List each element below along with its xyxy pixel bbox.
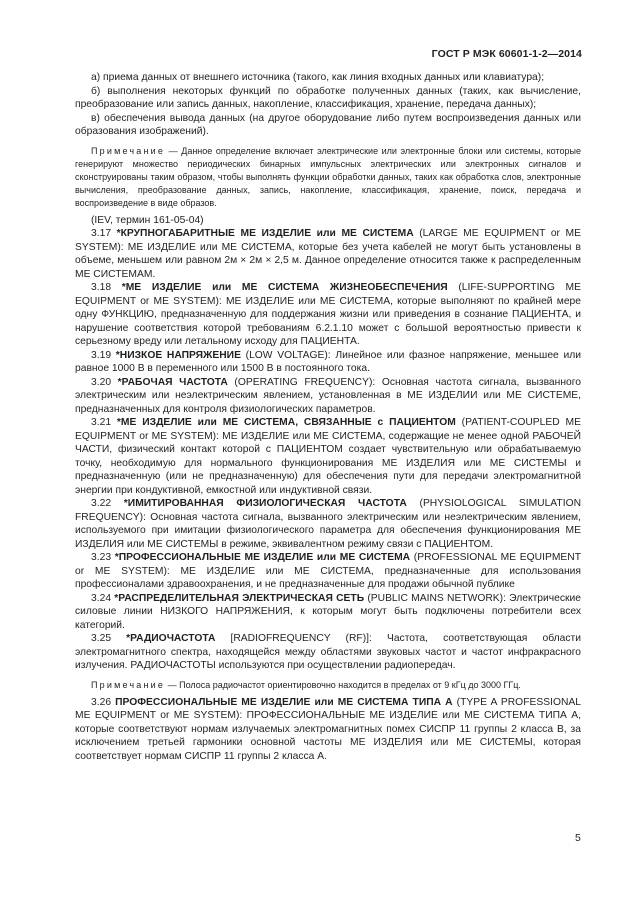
note-label: Примечание [91, 145, 166, 156]
term-3-23 [75, 551, 581, 592]
term-title: ПРОФЕССИОНАЛЬНЫЕ МЕ ИЗДЕЛИЕ или МЕ СИСТЕМА ТИПА А [115, 696, 453, 708]
term-definition: (LARGE ME EQUIPMENT or ME SYSTEM): МЕ ИЗДЕЛИЕ или МЕ СИСТЕМА, которые без учета кабелей не могут быть установлены в объеме, меньшем или равном 2м × 2м × 2,5 м. Данное определение относится также к распределенным МЕ СИСТЕМАМ. [75, 228, 582, 280]
note-text: — Данное определение включает электрические или электронные блоки или системы, которые генерируют множество периодических бинарных импульсных электрических или электронных сигналов и сконструированы таким образом, чтобы выполнять функции обработки данных, таких как обработка слов, электронные вычисления, преобразование данных, запись, накопление, классификация, хранение, поиск, передача и воспроизведение в виде образов. [75, 145, 581, 208]
standard-designation: ГОСТ Р МЭК 60601-1-2—2014 [431, 48, 582, 60]
term-number: 3.19 [91, 349, 116, 361]
list-item-a: а) приема данных от внешнего источника (такого, как линия входных данных или клавиатура); [91, 72, 545, 83]
term-3-19 [75, 349, 581, 376]
term-3-17 [75, 227, 581, 281]
term-3-26 [75, 696, 581, 764]
term-definition: (OPERATING FREQUENCY): Основная частота сигнала, вызванного электрическим или неэлектрическим явлением, установленная в МЕ ИЗДЕЛИИ или МЕ СИСТЕМЕ, предназначенных для контроля физиологических параметров. [75, 376, 582, 415]
term-title: *КРУПНОГАБАРИТНЫЕ МЕ ИЗДЕЛИЕ или МЕ СИСТЕМА [116, 228, 414, 239]
term-3-25 [75, 632, 581, 673]
term-title: *РАДИОЧАСТОТА [126, 633, 216, 644]
term-definition: (PROFESSIONAL ME EQUIPMENT or ME SYSTEM): МЕ ИЗДЕЛИЕ или МЕ СИСТЕМА, предназначенные для использования профессионалами здравоохранения, и не предназначенные для продажи обычной публике [75, 552, 581, 590]
term-title: *ПРОФЕССИОНАЛЬНЫЕ МЕ ИЗДЕЛИЕ или МЕ СИСТЕМА [114, 552, 411, 563]
term-number: 3.23 [91, 552, 115, 563]
list-item-b: б) выполнения некоторых функций по обработке полученных данных (таких, как вычисление, преобразование или запись данных, накопление, классификация, хранение, передача данных); [75, 85, 581, 110]
iev-reference: (IEV, термин 161-05-04) [91, 214, 204, 226]
term-number: 3.22 [91, 498, 124, 509]
note-definition [75, 145, 581, 210]
term-3-22 [75, 497, 581, 551]
document-body [75, 71, 581, 763]
list-item-c: в) обеспечения вывода данных (на другое оборудование либо путем воспроизведения данных или образования изображений). [75, 112, 581, 137]
term-definition: (TYPE A PROFESSIONAL ME EQUIPMENT or ME SYSTEM): ПРОФЕССИОНАЛЬНЫЕ МЕ ИЗДЕЛИЕ или МЕ СИСТЕМА ТИПА А, которые соответствуют нормам излучаемых электромагнитных помех СИСПР 11 группы 2 класса В, за исключением третьей гармоники основной частоты МЕ ИЗДЕЛИЯ или МЕ СИСТЕМЫ, которая соответствует нормам СИСПР 11 группы 2 класса А. [75, 696, 581, 762]
term-definition: (PATIENT-COUPLED ME EQUIPMENT or ME SYSTEM): МЕ ИЗДЕЛИЕ или МЕ СИСТЕМА, содержащие не менее одной РАБОЧЕЙ ЧАСТИ, физический контакт которой с ПАЦИЕНТОМ создает чувствительную или обрабатываемую точку, необходимую для нормального функционирования МЕ ИЗДЕЛИЯ или МЕ СИСТЕМЫ и предназначенную (или не предназначенную) для обеспечения пути для передачи электромагнитной энергии при кондуктивной, емкостной или индуктивной связи. [75, 417, 581, 496]
term-3-18 [75, 281, 581, 349]
term-title: *МЕ ИЗДЕЛИЕ или МЕ СИСТЕМА, СВЯЗАННЫЕ с ПАЦИЕНТОМ [116, 417, 456, 428]
term-title: *МЕ ИЗДЕЛИЕ или МЕ СИСТЕМА ЖИЗНЕОБЕСПЕЧЕНИЯ [121, 282, 448, 293]
term-title: *НИЗКОЕ НАПРЯЖЕНИЕ [115, 349, 241, 361]
term-number: 3.17 [91, 228, 117, 239]
note-text: — Полоса радиочастот ориентировочно находится в пределах от 9 кГц до 3000 ГГц. [165, 679, 521, 690]
term-number: 3.21 [91, 417, 117, 428]
note-label: Примечание [91, 679, 166, 690]
term-number: 3.18 [91, 282, 122, 293]
term-number: 3.26 [91, 696, 116, 708]
term-title: *ИМИТИРОВАННАЯ ФИЗИОЛОГИЧЕСКАЯ ЧАСТОТА [123, 498, 407, 509]
term-number: 3.20 [91, 376, 118, 388]
term-number: 3.24 [91, 592, 115, 604]
term-title: *РАСПРЕДЕЛИТЕЛЬНАЯ ЭЛЕКТРИЧЕСКАЯ СЕТЬ [114, 592, 365, 604]
term-definition: (PUBLIC MAINS NETWORK): Электрические силовые линии НИЗКОГО НАПРЯЖЕНИЯ, к которым могут быть подключены потребители всех категорий. [75, 592, 581, 631]
term-definition: (LIFE-SUPPORTING ME EQUIPMENT or ME SYSTEM): МЕ ИЗДЕЛИЕ или МЕ СИСТЕМА, которые выполняют по крайней мере одну ФУНКЦИЮ, предназначенную для поддержания жизни или приведения в сознание ПАЦИЕНТА, и нарушение соответствия которой требованиям 6.2.1.10 может с большой вероятностью привести к серьезному вреду или летальному исходу для ПАЦИЕНТА. [75, 282, 581, 347]
term-3-20 [75, 376, 581, 417]
term-3-21 [75, 416, 581, 497]
note-radiofrequency [75, 679, 581, 692]
term-definition: (PHYSIOLOGICAL SIMULATION FREQUENCY): Основная частота сигнала, вызванного электрическим или неэлектрическим явлением, используемого при имитации физиологического параметра для обеспечения функционирования МЕ ИЗДЕЛИЯ или МЕ СИСТЕМЫ в режиме, эквивалентном режиму связи с ПАЦИЕНТОМ. [75, 498, 582, 550]
term-definition: (LOW VOLTAGE): Линейное или фазное напряжение, меньшее или равное 1000 В в переменного или 1500 В в постоянного тока. [75, 349, 581, 374]
term-3-24 [75, 592, 581, 633]
page-number: 5 [575, 832, 581, 844]
term-number: 3.25 [91, 633, 127, 644]
term-definition: [RADIOFREQUENCY (RF)]: Частота, соответствующая области электромагнитного спектра, находящейся между областями звуковых частот и частот инфракрасного излучения. РАДИОЧАСТОТЫ используются при осуществлении радиопередач. [75, 633, 581, 671]
term-title: *РАБОЧАЯ ЧАСТОТА [117, 376, 228, 388]
